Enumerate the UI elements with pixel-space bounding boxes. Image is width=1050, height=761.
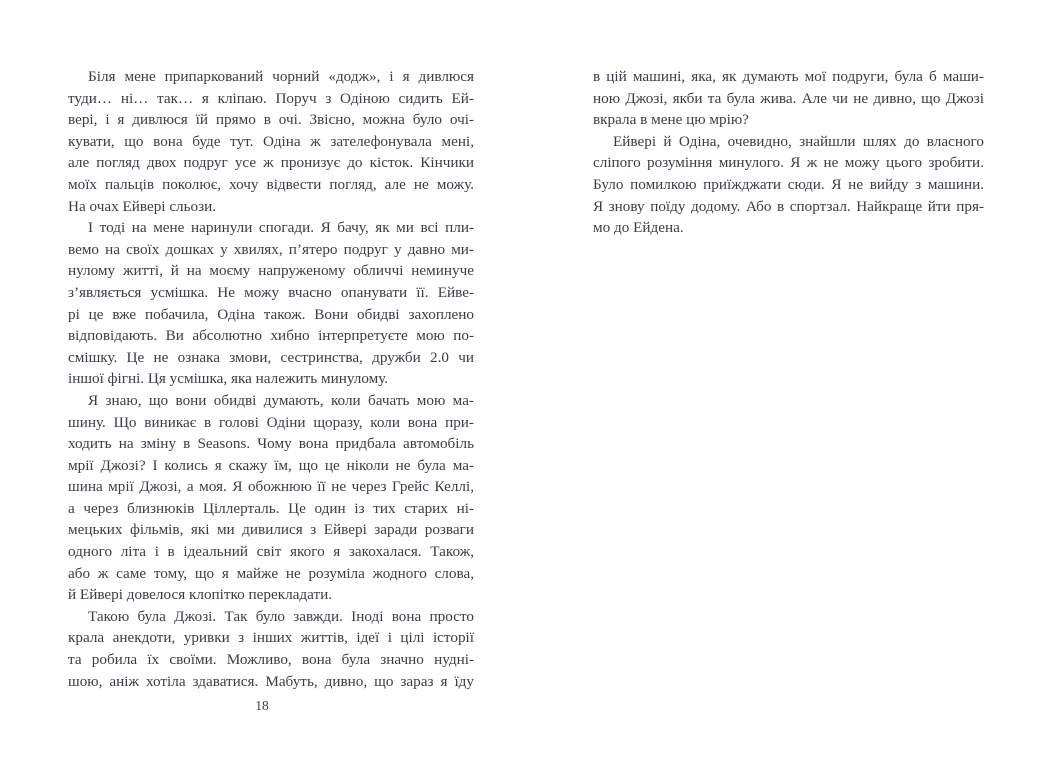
text-line: крала анекдоти, уривки з інших життів, ідеї і цілі історії (68, 629, 474, 647)
text-column-right (593, 66, 984, 239)
text-line: кувати, що вона буде тут. Одіна ж зателефонувала мені, (68, 132, 474, 150)
text-line: шина мрії Джозі, а моя. Я обожнюю її не через Грейс Келлі, (68, 478, 474, 496)
text-line: Я знову поїду додому. Або в спортзал. Найкраще йти пря- (593, 197, 984, 215)
text-line: туди… ні… так… я кліпаю. Поруч з Одіною сидить Ей- (68, 89, 474, 107)
page-number: 18 (255, 698, 269, 713)
text-line: шину. Що виникає в голові Одіни щоразу, коли вона при- (68, 413, 474, 431)
text-line: нулому житті, й на моєму напруженому обличчі неминуче (68, 262, 474, 280)
text-line: одного літа і в ідеальний світ якого я закохалася. Також, (68, 543, 474, 561)
text-line: вері, і я дивлюся їй прямо в очі. Звісно, можна було очі- (68, 111, 474, 129)
text-line: вкрала в мене цю мрію? (593, 111, 749, 129)
text-line: ходить на зміну в Seasons. Чому вона придбала автомобіль (68, 435, 474, 453)
text-line: а через близнюків Ціллерталь. Це один із тих старих ні- (68, 499, 474, 517)
text-line: Такою була Джозі. Так було завжди. Іноді вона просто (88, 607, 474, 625)
text-column-left (68, 66, 474, 692)
paragraph (593, 131, 984, 239)
text-line: та робила їх своїми. Можливо, вона була значно нудні- (68, 651, 474, 669)
text-line: сліпого розуміння минулого. Я ж не можу цього зробити. (593, 154, 984, 172)
text-line: ною Джозі, якби та була жива. Але чи не дивно, що Джозі (593, 89, 984, 107)
text-line: з’являється усмішка. Не можу вчасно опанувати її. Ейве- (68, 283, 474, 301)
text-line: й Ейвері довелося клопітко перекладати. (68, 586, 333, 604)
text-line: смішку. Це не ознака змови, сестринства, дружби 2.0 чи (68, 348, 474, 366)
text-line: мрії Джозі? І колись я скажу їм, що це ніколи не була ма- (68, 456, 474, 474)
text-line: Я знаю, що вони обидві думають, коли бачать мою ма- (88, 391, 474, 409)
text-line: мо до Ейдена. (593, 219, 684, 237)
text-line: Було помилкою приїжджати сюди. Я не вийду з машини. (593, 175, 984, 193)
text-line: На очах Ейвері сльози. (68, 197, 217, 215)
text-line: шою, аніж хотіла здаватися. Мабуть, дивно, що зараз я їду (68, 672, 474, 690)
text-line: І тоді на мене наринули спогади. Я бачу, як ми всі пли- (88, 219, 474, 237)
paragraph (593, 66, 984, 131)
paragraph (68, 390, 474, 606)
text-line: мецьких фільмів, які ми дивилися з Ейвері заради розваги (68, 521, 474, 539)
book-page-right (525, 0, 1050, 761)
text-line: моїх пальців поколює, хочу відвести погляд, але не можу. (68, 175, 474, 193)
paragraph (68, 66, 474, 217)
text-line: іншої фігні. Ця усмішка, яка належить минулому. (68, 370, 389, 388)
paragraph (68, 606, 474, 692)
text-line: Ейвері й Одіна, очевидно, знайшли шлях до власного (613, 132, 984, 150)
text-line: рі це вже побачила, Одіна також. Вони обидві захоплено (68, 305, 474, 323)
text-line: вемо на своїх дошках у хвилях, п’ятеро подруг у давно ми- (68, 240, 474, 258)
text-line: або ж саме тому, що я майже не розуміла жодного слова, (68, 564, 474, 582)
text-line: відповідають. Ви абсолютно хибно інтерпретуєте мою по- (68, 327, 474, 345)
text-line: Біля мене припаркований чорний «додж», і я дивлюся (88, 68, 474, 85)
text-line: в цій машині, яка, як думають мої подруги, була б маши- (593, 68, 984, 85)
text-line: але погляд двох подруг усе ж пронизує до кісток. Кінчики (68, 154, 474, 172)
paragraph (68, 217, 474, 390)
